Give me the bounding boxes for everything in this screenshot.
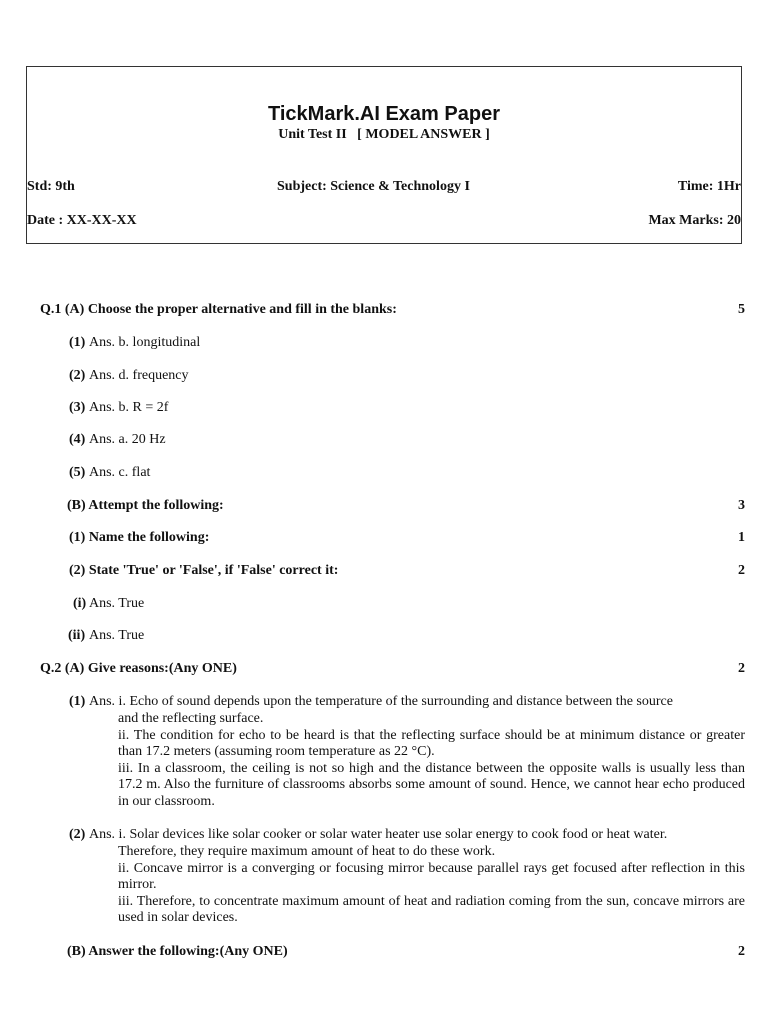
tf-answer-2-num: (ii)	[68, 628, 86, 643]
max-marks-label: Max Marks: 20	[648, 213, 741, 228]
q1-answer-4: Ans. a. 20 Hz	[89, 432, 166, 447]
q2-reason-1-line-1: and the reflecting surface.	[118, 711, 264, 726]
q1-answer-1-num: (1)	[69, 335, 86, 350]
header-box	[26, 66, 742, 244]
page-subtitle: Unit Test II [ MODEL ANSWER ]	[278, 127, 490, 142]
q2-reason-1-body	[118, 711, 745, 811]
q2-reason-1-line-2: ii. The condition for echo to be heard is that the reflecting surface should be at minimum distance or greater than 17.2 meters (assuming room temperature as 22 °C).	[118, 727, 745, 760]
q2-reason-2-line-1: Therefore, they require maximum amount of heat to do these work.	[118, 844, 496, 859]
q1-b-heading: (B) Attempt the following:	[67, 498, 224, 513]
subject-label: Subject: Science & Technology I	[277, 179, 470, 194]
q2-reason-2-first-line: Ans. i. Solar devices like solar cooker or solar water heater use solar energy to cook food or heat water.	[89, 827, 668, 842]
q1-b-marks: 3	[738, 498, 745, 513]
q1-answer-5: Ans. c. flat	[89, 465, 151, 480]
q1-answer-4-num: (4)	[69, 432, 86, 447]
page-title: TickMark.AI Exam Paper	[268, 103, 500, 125]
q1-b1-heading: (1) Name the following:	[69, 530, 210, 545]
tf-answer-1-num: (i)	[73, 596, 87, 611]
q1-answer-1: Ans. b. longitudinal	[89, 335, 201, 350]
q1-b2-marks: 2	[738, 563, 745, 578]
q2-b-marks: 2	[738, 944, 745, 959]
q2-reason-2-body	[118, 844, 745, 927]
tf-answer-1: Ans. True	[89, 596, 145, 611]
q2-reason-2-line-3: iii. Therefore, to concentrate maximum amount of heat and radiation coming from the sun, concave mirrors are used in solar devices.	[118, 893, 745, 926]
q2-reason-2-num: (2)	[69, 827, 86, 842]
q2-reason-1-line-3: iii. In a classroom, the ceiling is not so high and the distance between the opposite walls is usually less than 17.2 m. Also the furniture of classrooms absorbs some amount of sound. Hence, we cannot hear echo produced in our classroom.	[118, 760, 745, 809]
q1-b1-marks: 1	[738, 530, 745, 545]
q1-b2-heading: (2) State 'True' or 'False', if 'False' correct it:	[69, 563, 339, 578]
q2-reason-2-line-2: ii. Concave mirror is a converging or focusing mirror because parallel rays get focused after reflection in this mirror.	[118, 860, 745, 893]
q1-answer-5-num: (5)	[69, 465, 86, 480]
q2-reason-1-first-line: Ans. i. Echo of sound depends upon the temperature of the surrounding and distance between the source	[89, 694, 673, 709]
q1-answer-3: Ans. b. R = 2f	[89, 400, 169, 415]
q1-answer-3-num: (3)	[69, 400, 86, 415]
q2-b-heading: (B) Answer the following:(Any ONE)	[67, 944, 288, 959]
q2-marks: 2	[738, 661, 745, 676]
time-label: Time: 1Hr	[677, 179, 741, 194]
q2-heading: Q.2 (A) Give reasons:(Any ONE)	[40, 661, 237, 676]
tf-answer-2: Ans. True	[89, 628, 145, 643]
q1-marks: 5	[738, 302, 745, 317]
q1-heading: Q.1 (A) Choose the proper alternative and fill in the blanks:	[40, 302, 397, 317]
q1-answer-2-num: (2)	[69, 368, 86, 383]
std-label: Std: 9th	[27, 179, 75, 194]
q1-answer-2: Ans. d. frequency	[89, 368, 189, 383]
q2-reason-1-num: (1)	[69, 694, 86, 709]
date-label: Date : XX-XX-XX	[27, 213, 137, 228]
